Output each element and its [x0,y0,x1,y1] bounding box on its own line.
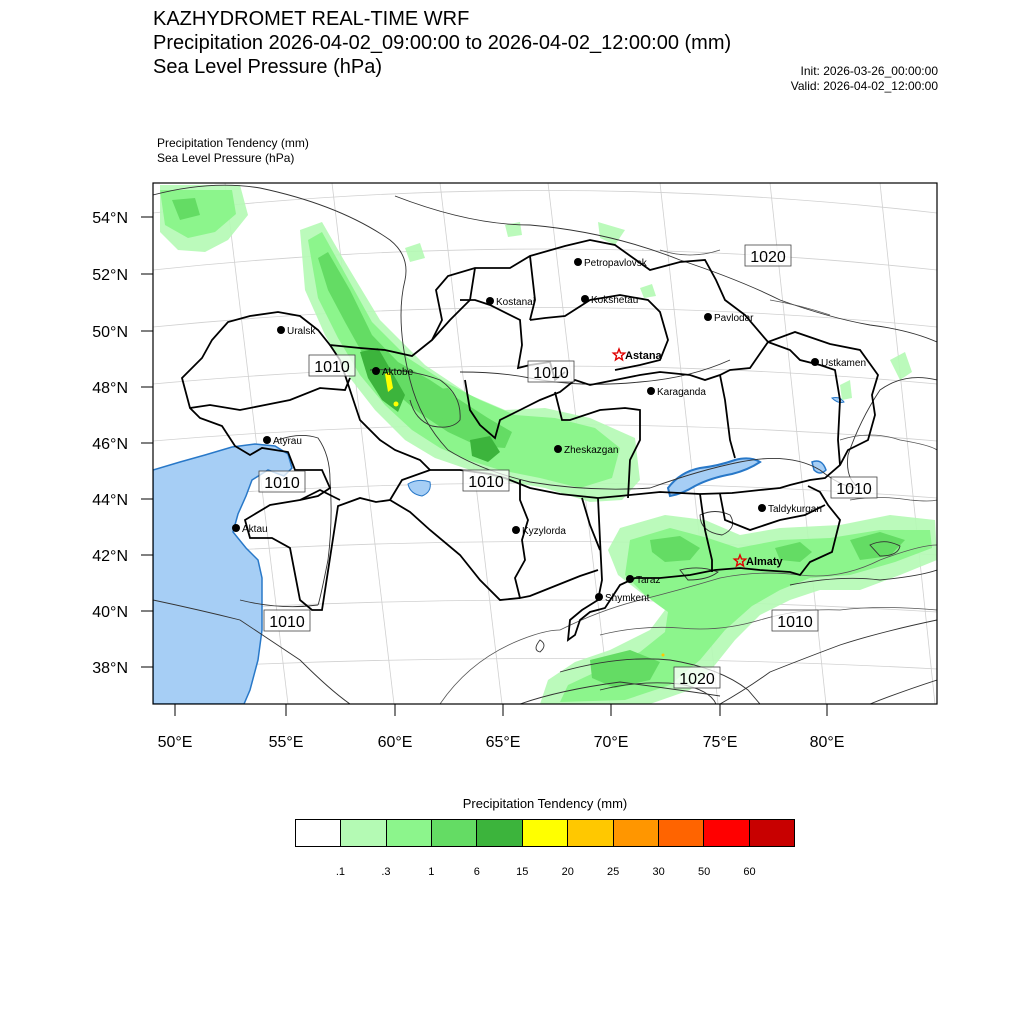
lat-label: 40°N [92,604,128,621]
lat-label: 38°N [92,660,128,677]
legend-tick-label: 60 [743,866,756,878]
valid-time: Valid: 2026-04-02_12:00:00 [790,79,938,93]
lon-ticks [175,704,827,716]
legend-color-box [659,820,704,846]
city-label: Taldykurgan [768,504,822,515]
svg-text:1020: 1020 [679,671,715,688]
svg-text:1020: 1020 [750,249,786,266]
city-dot-icon [574,258,582,266]
lat-label: 52°N [92,267,128,284]
lon-label: 70°E [593,734,629,751]
isobar-label [259,471,305,492]
init-time: Init: 2026-03-26_00:00:00 [800,64,938,78]
legend-tick-label: 20 [561,866,574,878]
svg-text:1010: 1010 [777,614,813,631]
city-dot-icon [595,593,603,601]
city-label: Aktobe [382,367,414,378]
legend-tick-label: 1 [428,866,435,878]
city-label: Petropavlovsk [584,258,647,269]
lon-label: 65°E [485,734,521,751]
isobar-label [264,610,310,631]
city-dot-icon [581,295,589,303]
svg-text:1010: 1010 [314,359,350,376]
city-label: Almaty [746,556,783,568]
svg-text:1010: 1010 [269,614,305,631]
lat-label: 46°N [92,436,128,453]
city-dot-icon [647,387,655,395]
isobar-label [772,610,818,631]
city-dot-icon [232,524,240,532]
legend-color-box [387,820,432,846]
city-label: Kostanai [496,297,535,308]
lat-label: 42°N [92,548,128,565]
lon-label: 75°E [702,734,738,751]
city-label: Taraz [636,575,661,586]
lon-label: 55°E [268,734,304,751]
lat-label: 48°N [92,380,128,397]
city-dot-icon [704,313,712,321]
legend-color-box [614,820,659,846]
city-dot-icon [263,436,271,444]
city-dot-icon [512,526,520,534]
lat-label: 50°N [92,324,128,341]
legend-title: Precipitation Tendency (mm) [462,796,628,811]
lon-axis-labels [158,734,845,751]
legend-color-box [432,820,477,846]
lat-label: 54°N [92,210,128,227]
city-label: Karaganda [657,387,706,398]
city-label: Pavlodar [714,313,754,324]
city-petropavlovsk [574,258,648,269]
legend-tick-label: 15 [516,866,529,878]
city-label: Shymkent [605,593,650,604]
svg-text:1010: 1010 [836,481,872,498]
legend-tick-label: 50 [697,866,711,878]
svg-text:1010: 1010 [264,475,300,492]
city-dot-icon [486,297,494,305]
chart-title: KAZHYDROMET REAL-TIME WRF [153,8,470,30]
svg-text:1010: 1010 [468,474,504,491]
city-dot-icon [626,575,634,583]
city-dot-icon [811,358,819,366]
lon-label: 60°E [377,734,413,751]
legend-tick-label: .3 [381,866,391,878]
city-dot-icon [554,445,562,453]
lon-label: 50°E [157,734,193,751]
plot-field-label-pressure: Sea Level Pressure (hPa) [157,151,295,165]
isobar-label [528,361,574,382]
isobar-label [674,667,720,688]
city-label: Astana [625,350,662,362]
city-dot-icon [372,367,380,375]
city-zheskazgan [554,445,618,456]
legend-tick-label: .1 [335,866,346,878]
city-label: Uralsk [287,326,316,337]
lat-ticks [141,217,153,667]
legend-color-box [296,820,341,846]
city-label: Kokshetau [591,295,639,306]
city-label: Zheskazgan [564,445,619,456]
lat-label: 44°N [92,492,128,509]
legend-tick-label: 25 [607,866,620,878]
legend-color-box [568,820,613,846]
lon-label: 80°E [809,734,845,751]
city-taldykurgan [758,504,822,515]
legend-tick-labels [295,866,795,882]
isobar-label [463,470,509,491]
legend-color-box [341,820,386,846]
chart-subtitle-pressure: Sea Level Pressure (hPa) [153,56,383,78]
city-label: Atyrau [273,436,302,447]
svg-text:1010: 1010 [533,365,569,382]
chart-subtitle-precipitation: Precipitation 2026-04-02_09:00:00 to 2026-04-02_12:00:00 (mm) [153,32,732,54]
legend-color-box [523,820,568,846]
city-dot-icon [758,504,766,512]
isobar-label [745,245,791,266]
city-dot-icon [277,326,285,334]
legend-tick-label: 30 [652,866,665,878]
legend-colorbar [295,819,795,847]
isobar-label [309,355,355,376]
city-label: Aktau [242,524,268,535]
legend-color-box [477,820,522,846]
legend-tick-label: 6 [473,866,480,878]
legend-color-box [704,820,749,846]
city-label: Kyzylorda [522,526,566,537]
city-label: Ustkamen [821,358,867,369]
lat-axis-labels [92,210,128,677]
legend-color-box [750,820,794,846]
plot-field-label-precipitation: Precipitation Tendency (mm) [157,136,309,150]
isobar-label [831,477,877,498]
